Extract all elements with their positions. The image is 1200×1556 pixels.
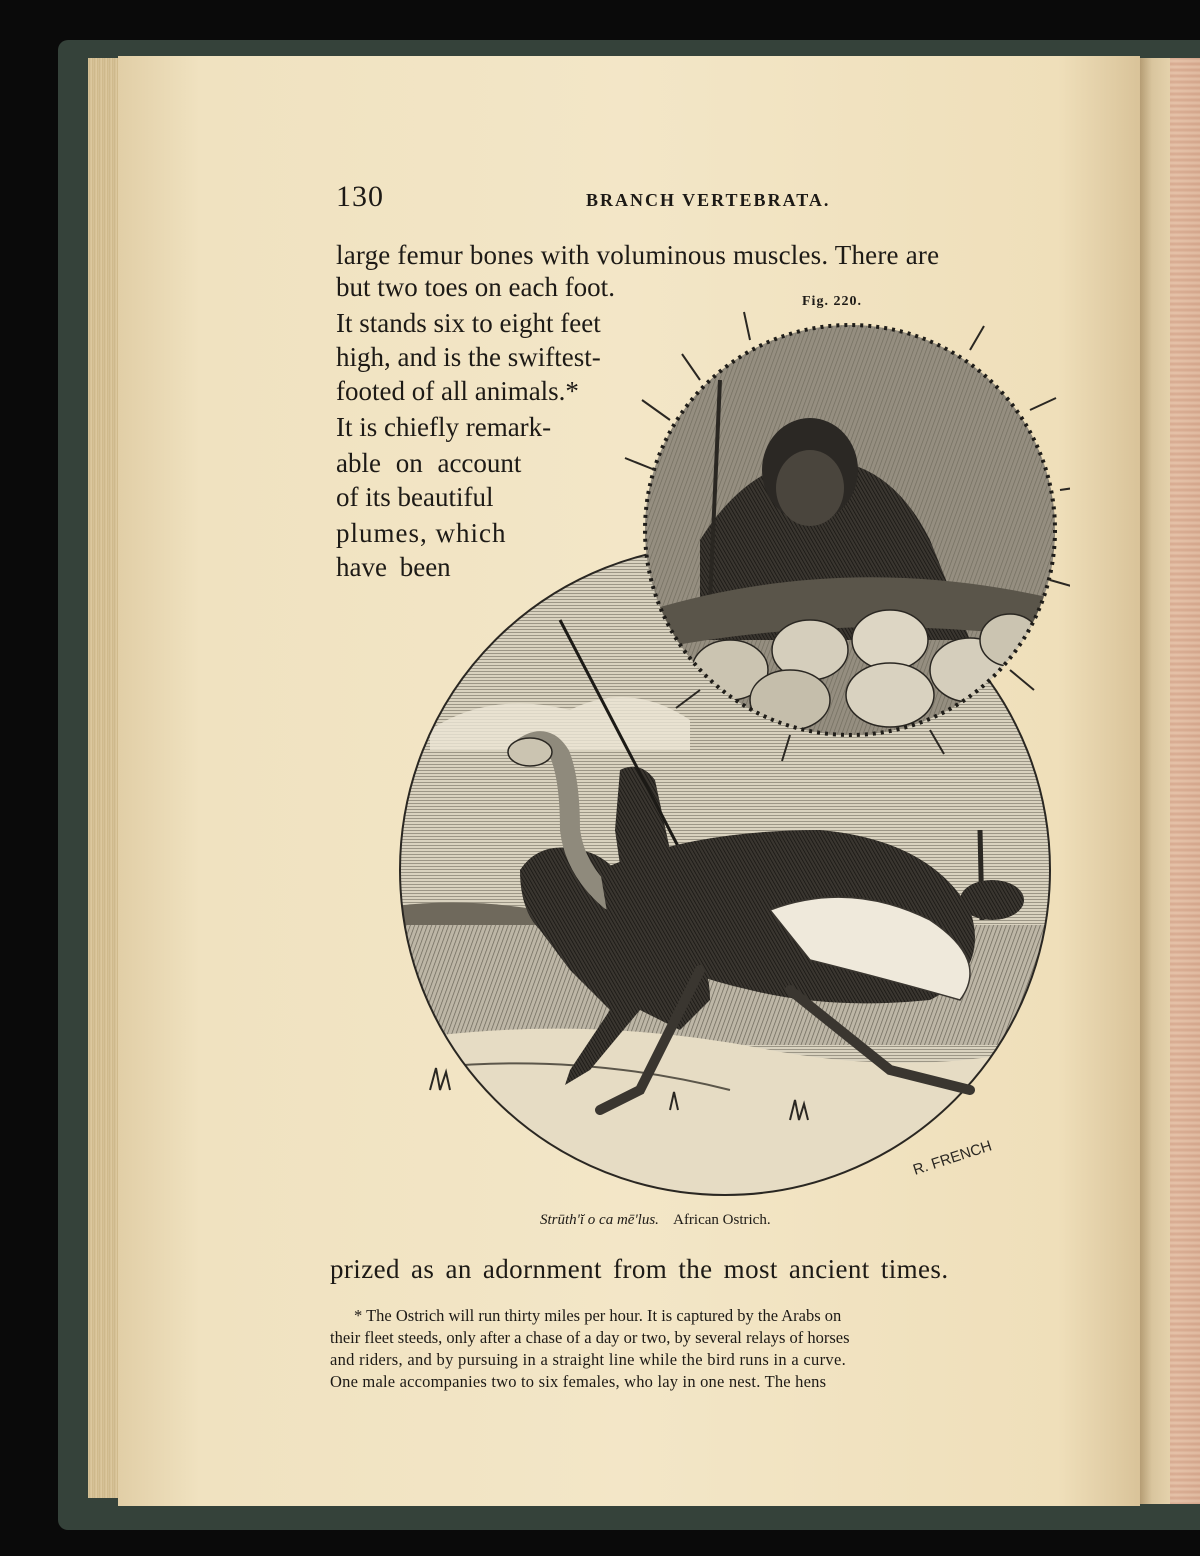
continuation-line: prized as an adornment from the most ancient times. <box>330 1254 949 1284</box>
body-line: It stands six to eight feet <box>336 308 601 338</box>
body-line: It is chiefly remark- <box>336 412 552 442</box>
footnote-line: their fleet steeds, only after a chase of a day or two, by several relays of horses <box>330 1328 850 1347</box>
footnote-line: One male accompanies two to six females, who lay in one nest. The hens <box>330 1372 827 1391</box>
figure-caption <box>540 1212 771 1229</box>
figure-label: Fig. 220. <box>802 294 862 309</box>
footnote-line: and riders, and by pursuing in a straight line while the bird runs in a curve. <box>330 1350 846 1369</box>
body-line: footed of all animals.* <box>336 376 579 406</box>
body-line: have been <box>336 552 451 582</box>
body-line: high, and is the swiftest- <box>336 342 601 372</box>
body-line: able on account <box>336 448 522 478</box>
footnote-line: * The Ostrich will run thirty miles per hour. It is captured by the Arabs on <box>354 1306 842 1325</box>
running-head: BRANCH VERTEBRATA. <box>586 190 831 210</box>
body-line: large femur bones with voluminous muscles. There are <box>336 240 940 270</box>
artist-signature: R. FRENCH <box>910 1137 994 1179</box>
ostrich-illustration <box>370 310 1070 1210</box>
body-line: of its beautiful <box>336 482 494 512</box>
body-line: but two toes on each foot. <box>336 272 615 302</box>
caption-common-name: African Ostrich. <box>673 1212 771 1228</box>
body-line: plumes, which <box>336 518 507 548</box>
caption-scientific-name: Strūth'ĭ o ca mē'lus. <box>540 1212 659 1228</box>
page-number: 130 <box>336 180 384 213</box>
headband <box>1170 58 1200 1504</box>
